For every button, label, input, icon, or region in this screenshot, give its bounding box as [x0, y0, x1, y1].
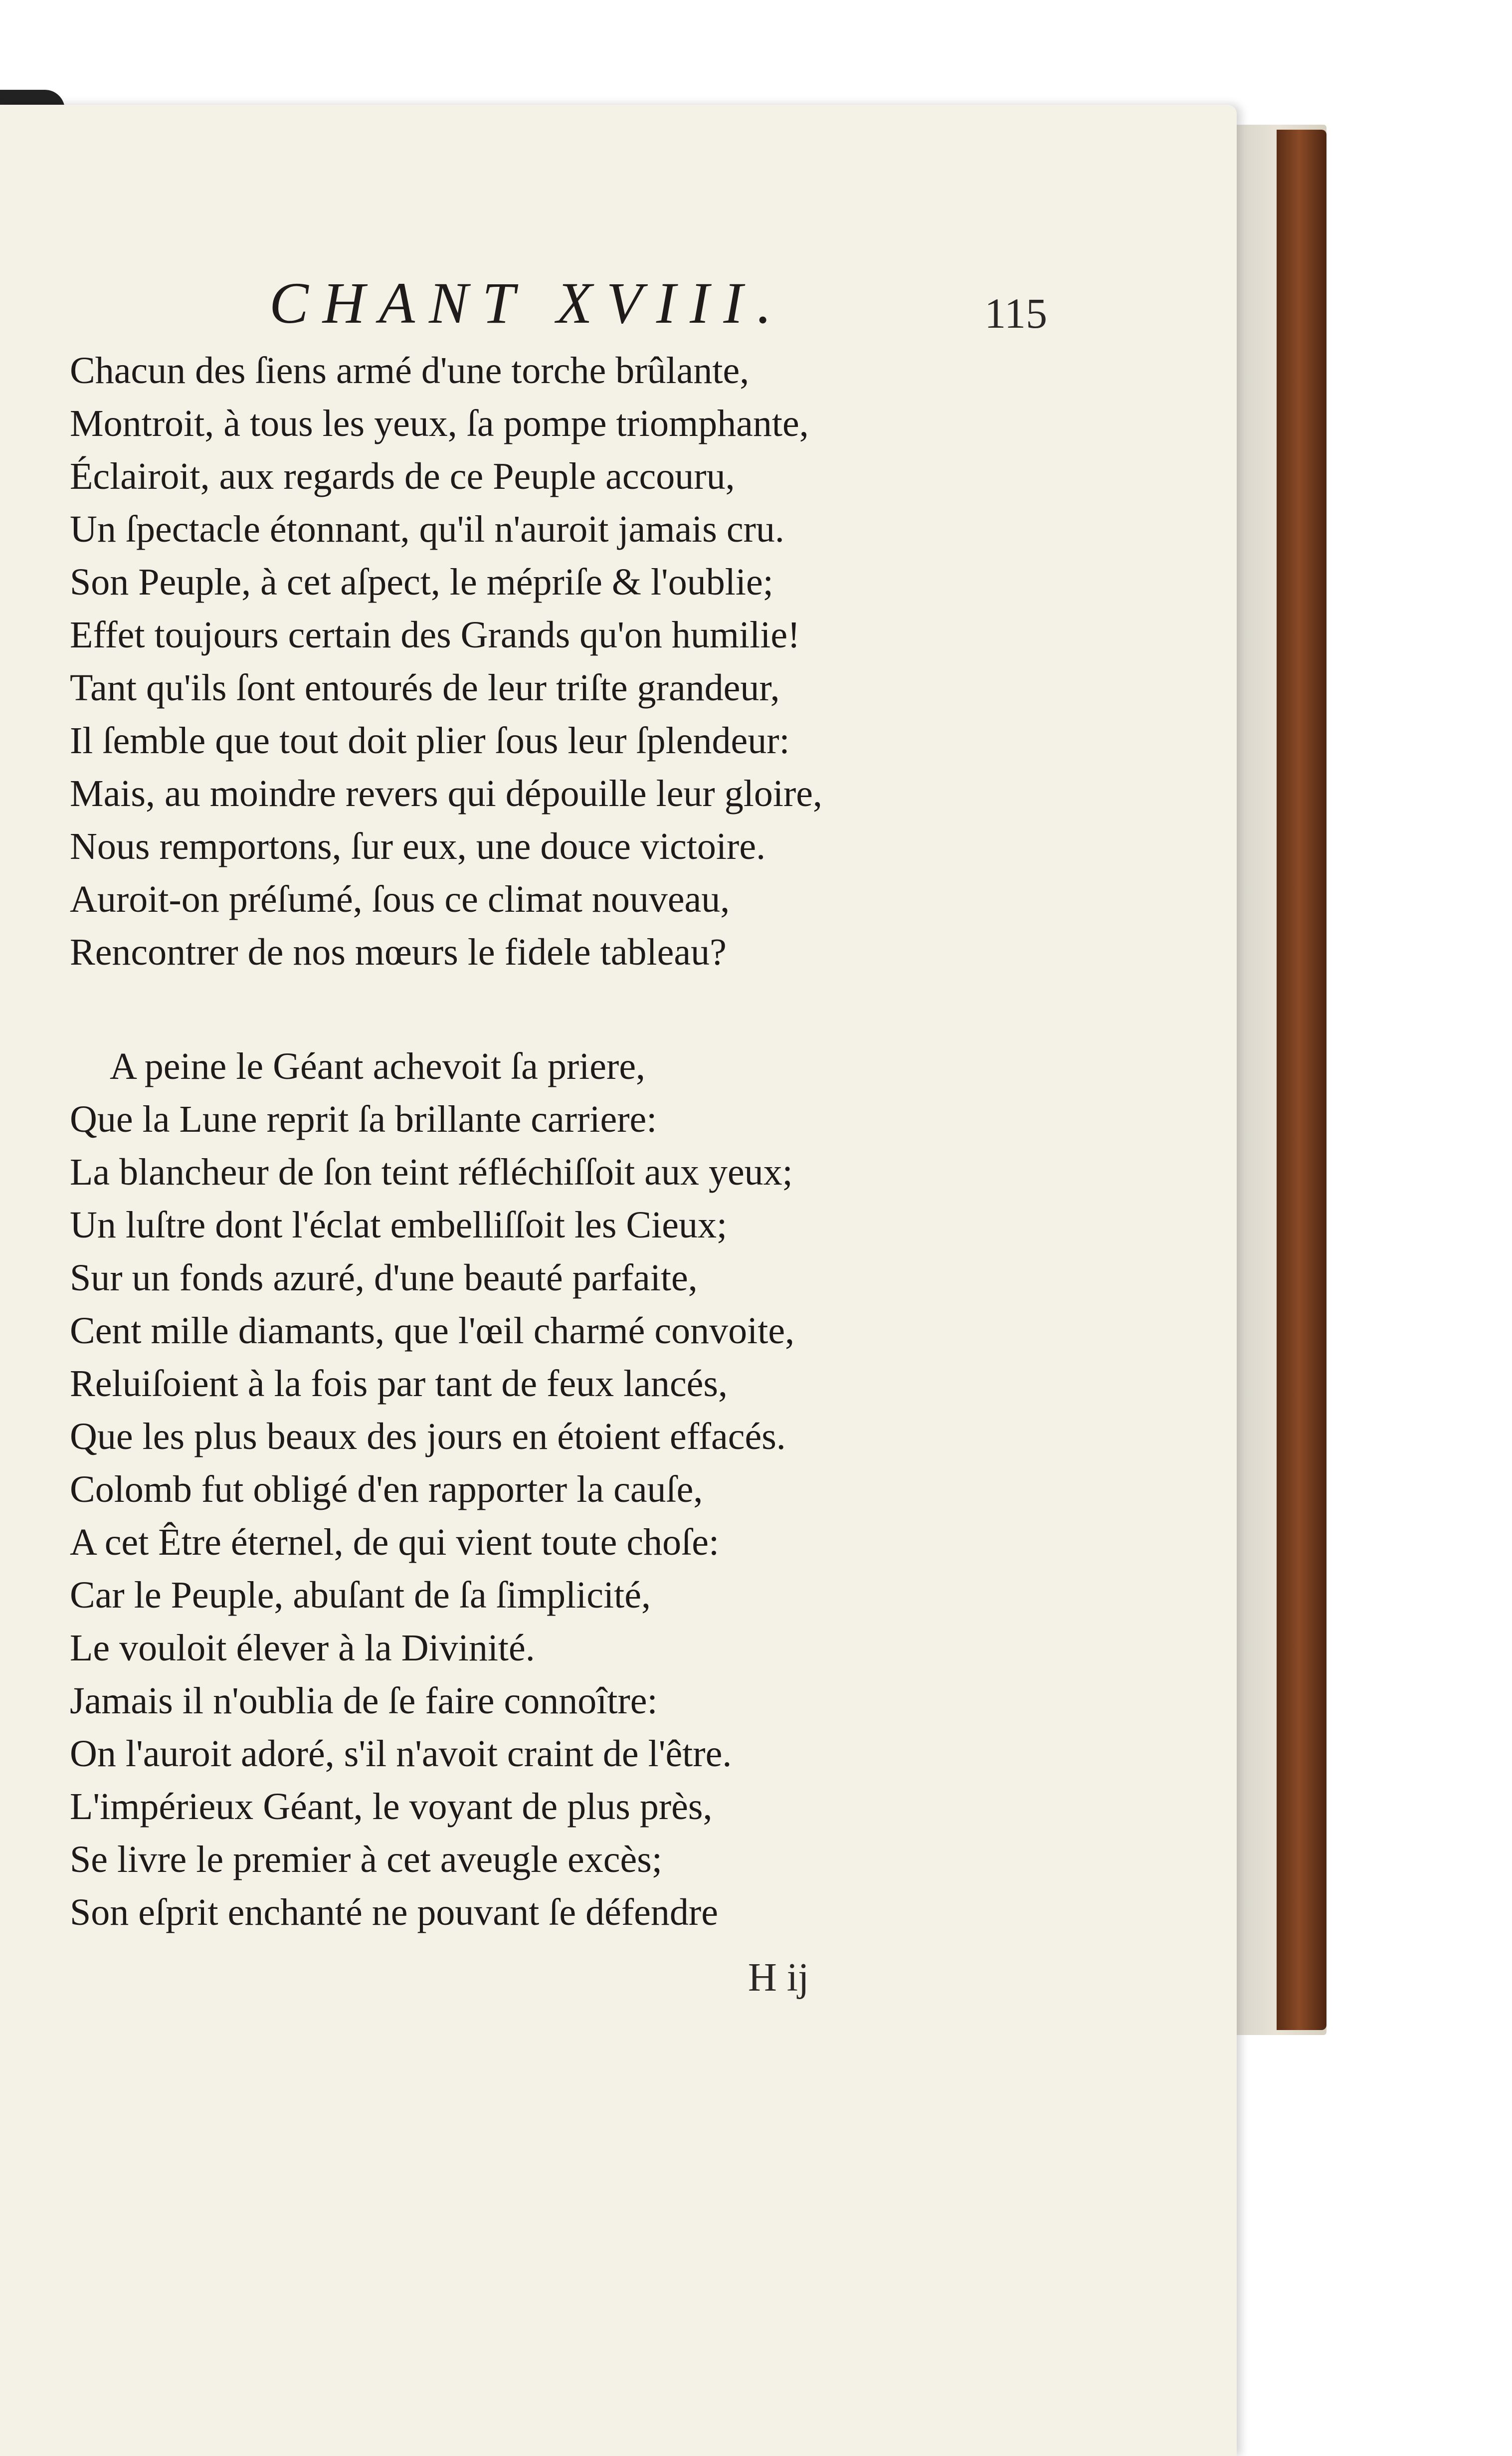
verse-line: Son Peuple, à cet aſpect, le mépriſe & l'oublie;	[70, 561, 773, 603]
verse-line: Montroit, à tous les yeux, ſa pompe triomphante,	[70, 403, 809, 444]
verse-line: Sur un fonds azuré, d'une beauté parfaite,	[70, 1257, 698, 1299]
running-title: CHANT XVIII.	[269, 270, 786, 336]
verse-line: A cet Être éternel, de qui vient toute choſe:	[70, 1521, 720, 1563]
verse-line: Chacun des ſiens armé d'une torche brûlante,	[70, 350, 750, 392]
stanza-1	[70, 344, 1067, 979]
verse-line: Colomb fut obligé d'en rapporter la cauſe,	[70, 1468, 703, 1510]
verse-line: Tant qu'ils ſont entourés de leur triſte grandeur,	[70, 667, 780, 709]
verse-line: Cent mille diamants, que l'œil charmé convoite,	[70, 1310, 795, 1352]
verse-line: L'impérieux Géant, le voyant de plus près,	[70, 1786, 713, 1828]
verse-line: Son eſprit enchanté ne pouvant ſe défendre	[70, 1891, 718, 1933]
verse-line: Que les plus beaux des jours en étoient effacés.	[70, 1416, 786, 1457]
verse-line: On l'auroit adoré, s'il n'avoit craint de l'être.	[70, 1733, 732, 1775]
stanza-2	[70, 1040, 1067, 1939]
verse-line: Auroit-on préſumé, ſous ce climat nouveau,	[70, 878, 730, 920]
verse-line: Se livre le premier à cet aveugle excès;	[70, 1839, 662, 1880]
page-header	[269, 269, 1047, 339]
page-number: 115	[984, 289, 1047, 337]
verse-line: A peine le Géant achevoit ſa priere,	[110, 1045, 646, 1087]
verse-line: Le vouloit élever à la Divinité.	[70, 1627, 535, 1669]
verse-line: Effet toujours certain des Grands qu'on humilie!	[70, 614, 800, 656]
verse-line: Nous remportons, ſur eux, une douce victoire.	[70, 825, 766, 867]
verse-line: Un ſpectacle étonnant, qu'il n'auroit jamais cru.	[70, 508, 784, 550]
verse-line: Rencontrer de nos mœurs le fidele tableau?	[70, 931, 727, 973]
verse-line: Mais, au moindre revers qui dépouille leur gloire,	[70, 773, 823, 815]
verse-line: Éclairoit, aux regards de ce Peuple accouru,	[70, 455, 735, 497]
verse-line: Jamais il n'oublia de ſe faire connoître:	[70, 1680, 658, 1722]
verse-line: Il ſemble que tout doit plier ſous leur ſplendeur:	[70, 720, 790, 762]
book-cover-edge	[1277, 130, 1326, 2030]
verse-line: Car le Peuple, abuſant de ſa ſimplicité,	[70, 1574, 651, 1616]
verse-line: La blancheur de ſon teint réfléchiſſoit aux yeux;	[70, 1151, 793, 1193]
verse-line: Un luſtre dont l'éclat embelliſſoit les Cieux;	[70, 1204, 728, 1246]
signature-mark: H ij	[748, 1956, 809, 2000]
verse-line: Reluiſoient à la fois par tant de feux lancés,	[70, 1363, 728, 1405]
verse-line: Que la Lune reprit ſa brillante carriere:	[70, 1098, 657, 1140]
